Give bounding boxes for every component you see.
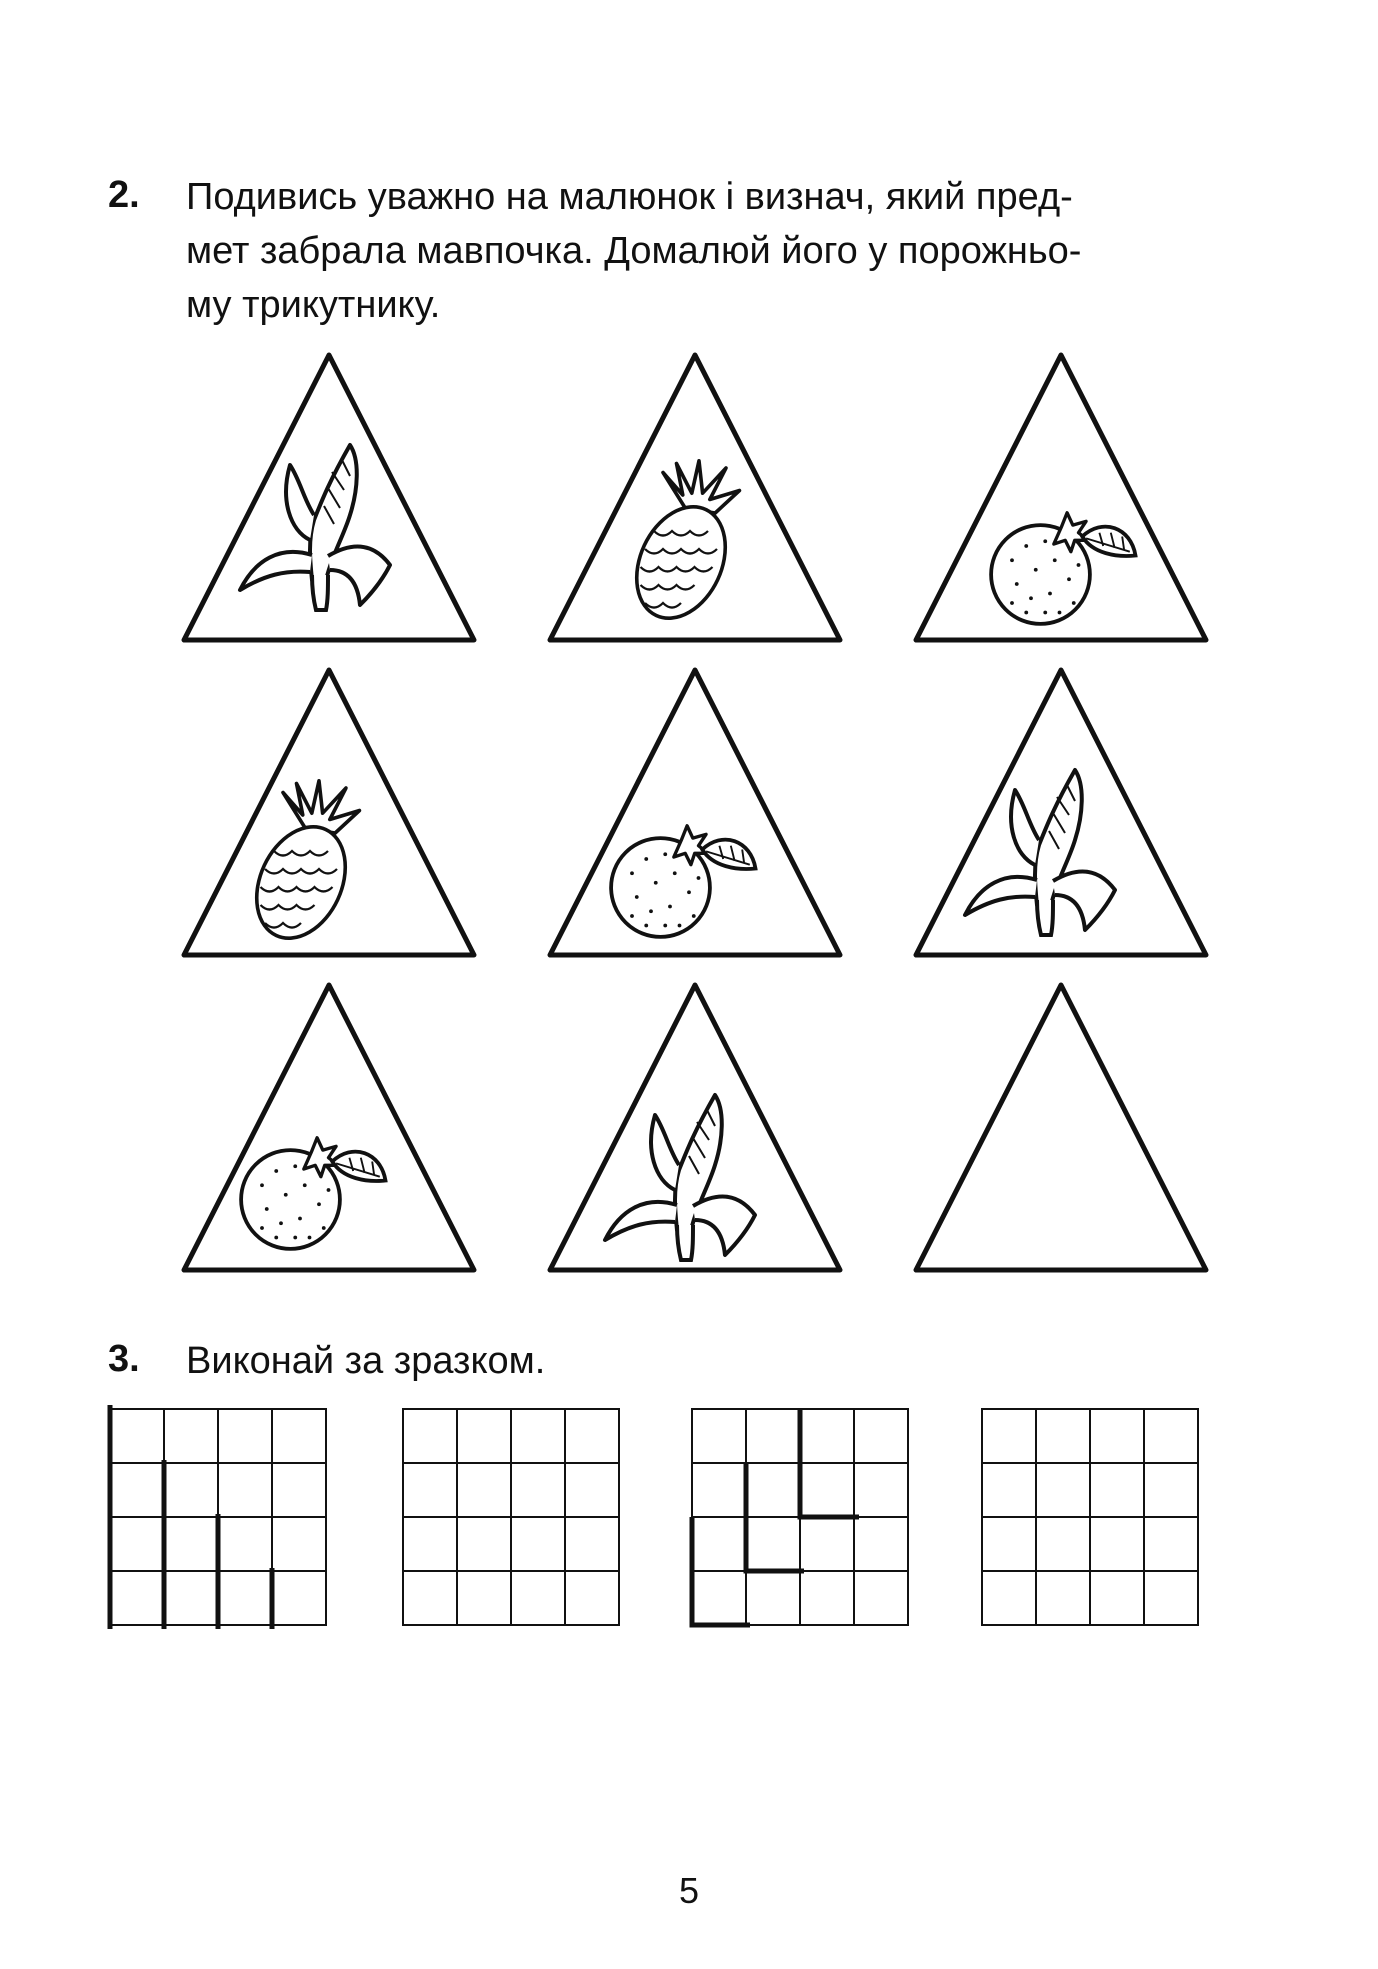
grid-copy-1[interactable]	[403, 1409, 619, 1625]
triangle-r3-c3-empty[interactable]	[916, 985, 1206, 1270]
triangle-r2-c1	[184, 670, 474, 955]
triangle-r1-c2	[550, 355, 840, 640]
grid-sample-2	[692, 1409, 908, 1625]
triangle-r1-c3	[916, 355, 1206, 640]
grid-copy-2[interactable]	[982, 1409, 1198, 1625]
triangle-r1-c1	[184, 355, 474, 640]
grid-sample-1	[110, 1405, 326, 1629]
triangle-r3-c1	[184, 985, 474, 1270]
triangle-r2-c3	[916, 670, 1206, 955]
task-2-instruction: Подивись уважно на малюнок і визнач, який пред- мет забрала мавпочка. Домалюй його у порожньо- му трикутнику.	[186, 176, 1082, 326]
page-number: 5	[678, 1870, 700, 1911]
task-2-number: 2.	[108, 174, 140, 216]
triangle-r3-c2	[550, 985, 840, 1270]
task-3-number: 3.	[108, 1338, 140, 1380]
triangle-r2-c2	[550, 670, 840, 955]
task-3-instruction: Виконай за зразком.	[186, 1340, 546, 1382]
